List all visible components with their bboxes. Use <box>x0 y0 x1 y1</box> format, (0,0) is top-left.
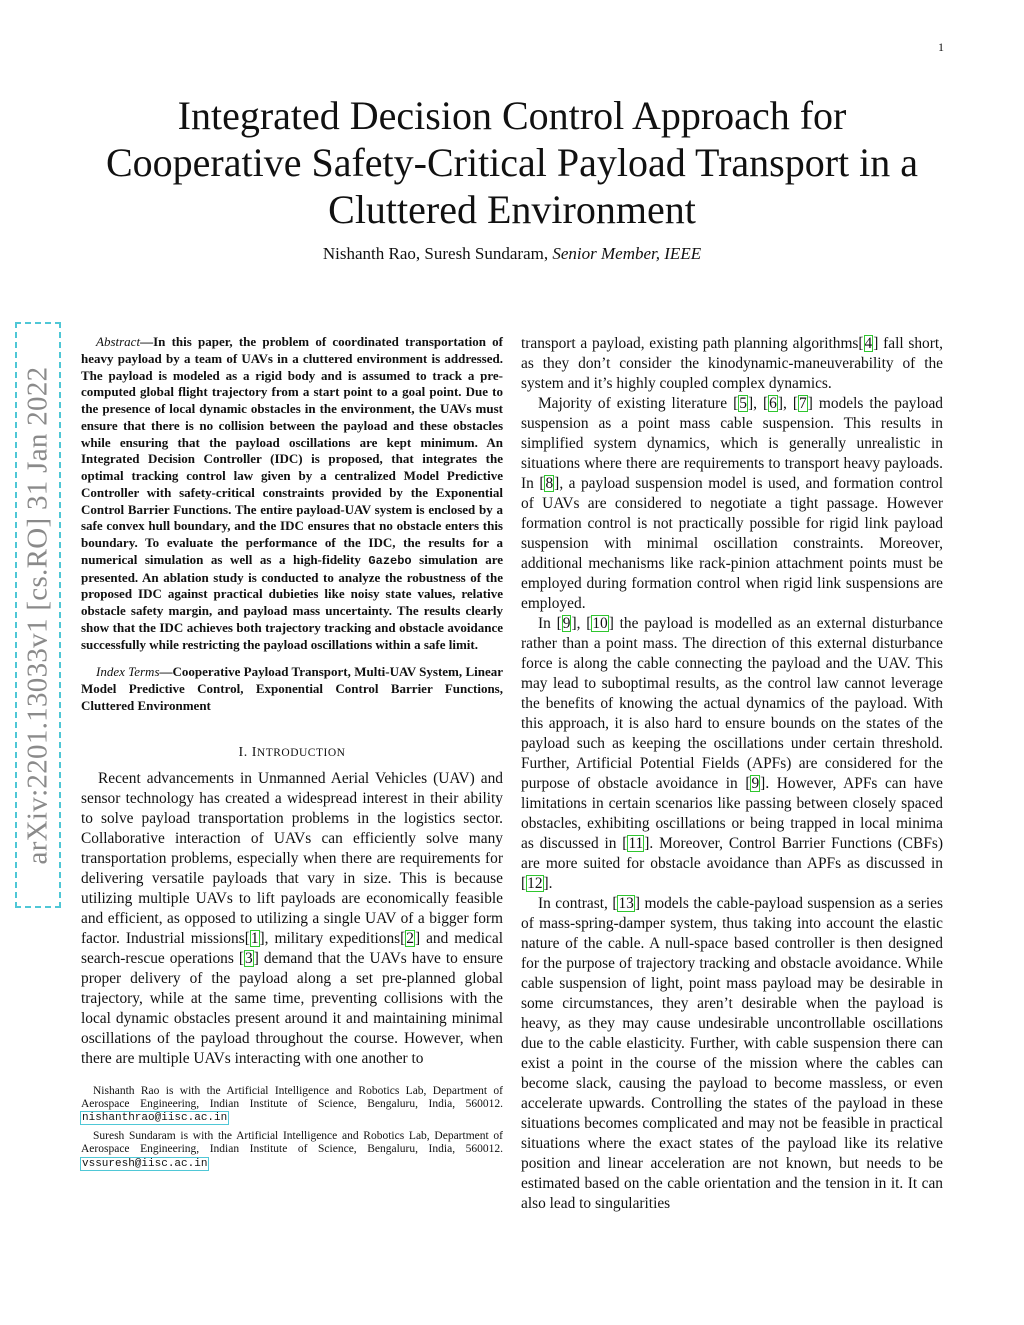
right-paragraph-2: Majority of existing literature [5], [6], [7] models the payload suspension as a point mass cable suspension. This results in simplified system dynamics, which is generally unrealistic in situations where there are requirements to transport heavy payloads. In [8], a payload suspension model is used, and formation control of UAVs are considered to negotiate a tight passage. However formation control is not practically possible for rigid link payload suspension with minimal oscillation constraints. Moreover, additional mechanisms like rack-pinion attachment points must be employed during formation control when rigid link suspensions are employed. <box>521 395 943 612</box>
citation-link-12[interactable]: 12 <box>527 875 543 892</box>
section-first-letter: I <box>251 744 257 760</box>
left-column <box>81 334 503 1175</box>
citation-link-10[interactable]: 10 <box>592 615 608 632</box>
email-link-nishanth[interactable]: nishanthrao@iisc.ac.in <box>82 1112 228 1125</box>
abstract-label: Abstract <box>96 334 141 349</box>
citation-link-11[interactable]: 11 <box>628 835 644 852</box>
right-text-3c: . However, APFs can have limitations in certain scenarios like passing between closely spaced obstacles, exhibiting oscillations or being trapped in local minima as discussed in <box>521 775 943 852</box>
citation-link-1[interactable]: 1 <box>250 929 259 947</box>
citation-link-2[interactable]: 2 <box>406 929 414 947</box>
index-terms <box>81 664 503 714</box>
right-paragraph-3: In [9], [10] the payload is modelled as an external disturbance rather than a point mass. The direction of this external disturbance force is along the cable connecting the payload and the UAV. This may lead to suboptimal results, as the control law cannot leverage the benefits of knowing the actual dynamics of the payload. With this approach, it is also hard to ensure bounds on the states of the payload such as keeping the oscillations under certain threshold. Further, Artificial Potential Fields (APFs) are considered for the purpose of obstacle avoidance in [9]. However, APFs can have limitations in certain scenarios like passing between closely spaced obstacles, exhibiting oscillations or being trapped in local minima as discussed in [11]. Moreover, Control Barrier Functions (CBFs) are more suited for obstacle avoidance than APFs as discussed in [12]. <box>521 615 944 892</box>
author-names: Nishanth Rao, Suresh Sundaram, <box>322 244 549 263</box>
right-text-2a: Majority of existing literature <box>538 395 734 412</box>
arxiv-id-text: arXiv:2201.13033v1 [cs.RO] 31 Jan 2022 <box>21 366 54 864</box>
intro-text-4: demand that the UAVs have to ensure proper delivery of the payload along a set pre-planned global trajectory, while at the same time, preventing collisions with the local dynamic obstacles present around it and maintaining minimal oscillations of the payload throughout the course. However, when there are multiple UAVs interacting with one another to <box>81 949 503 1067</box>
abstract-code-word: Gazebo <box>368 553 412 568</box>
right-text-3d: . Moreover, Control Barrier Functions (CBFs) are more suited for obstacle avoidance than APFs as discussed in <box>521 835 943 872</box>
footnote-author-1 <box>81 1085 503 1126</box>
section-title-rest: NTRODUCTION <box>256 746 346 759</box>
citation-link-6[interactable]: 6 <box>769 395 777 412</box>
page-number: 1 <box>938 40 944 54</box>
right-text-3a: In <box>538 615 557 632</box>
index-terms-label: Index Terms <box>96 664 160 680</box>
citation-link-7[interactable]: 7 <box>799 395 807 412</box>
citation-link-8[interactable]: 8 <box>545 475 554 492</box>
intro-text-2: , military expeditions <box>264 929 401 947</box>
citation-link-9[interactable]: 9 <box>562 615 571 632</box>
title-line-3: Cluttered Environment <box>328 187 696 232</box>
citation-link-4[interactable]: 4 <box>864 335 873 352</box>
title-line-2: Cooperative Safety-Critical Payload Transport in a <box>105 140 919 185</box>
footnote-1-text: Nishanth Rao is with the Artificial Intelligence and Robotics Lab, Department of Aerospace Engineering, Indian Institute of Science, Bengaluru, India, 560012. <box>81 1084 503 1110</box>
intro-text-3: and medical search-rescue operations <box>81 929 503 967</box>
footnote-author-2 <box>81 1130 503 1171</box>
citation-link-3[interactable]: 3 <box>245 949 253 967</box>
right-text-1a: transport a payload, existing path planning algorithms <box>521 335 859 352</box>
footnotes <box>81 1085 503 1171</box>
right-column <box>521 334 943 1214</box>
section-heading-introduction <box>81 745 503 761</box>
abstract-text-part-2: simulation are presented. An ablation study is conducted to analyze the robustness of the proposed IDC against practical dubieties like noisy state values, relative obstacle safety margin, and payload mass uncertainty. The results clearly show that the IDC achieves both trajectory tracking and obstacle avoidance successfully while restricting the payload oscillations within a safe limit. <box>81 551 504 652</box>
right-text-3e: . <box>548 875 553 892</box>
right-text-2b: models the payload suspension as a point mass cable suspension. This results in simplified system dynamics, which is generally unrealistic in situations where there are requirements to transport heavy payloads. In <box>521 395 943 492</box>
index-terms-text: —Cooperative Payload Transport, Multi-UAV System, Linear Model Predictive Control, Exponential Control Barrier Functions, Cluttered Environment <box>81 664 503 713</box>
intro-text-1: Recent advancements in Unmanned Aerial Vehicles (UAV) and sensor technology has created a widespread interest in their ability to solve payload transportation problems in the logistics sector. Collaborative interaction of UAVs can efficiently solve many transportation problems, especially when there are requirements for delivering versatile payloads that vary in size. This is because utilizing multiple UAVs to lift payloads are economically feasible and efficient, as opposed to utilizing a single UAV of a bigger form factor. Industrial missions <box>81 769 503 947</box>
abstract-text-part-1: —In this paper, the problem of coordinated transportation of heavy payload by a team of UAVs in a cluttered environment is addressed. The payload is modeled as a rigid body and is assumed to track a pre-computed global flight trajectory from a start point to a goal point. Due to the presence of local dynamic obstacles in the environment, the UAVs must ensure that there is no collision between the payload and these obstacles while ensuring that the payload oscillations are kept minimum. An Integrated Decision Controller (IDC) is proposed, that integrates the optimal tracking control law given by a centralized Model Predictive Controller with safety-critical constraints provided by the Exponential Control Barrier Functions. The entire payload-UAV system is enclosed by a safe convex hull boundary, and the IDC ensures that no obstacle enters this boundary. To evaluate the performance of the IDC, the results for a numerical simulation as well as a high-fidelity <box>81 334 503 567</box>
abstract <box>81 334 503 653</box>
intro-paragraph-1: Recent advancements in Unmanned Aerial Vehicles (UAV) and sensor technology has created a widespread interest in their ability to solve payload transportation problems in the logistics sector. Collaborative interaction of UAVs can efficiently solve many transportation problems, especially when there are requirements for delivering versatile payloads that vary in size. This is because utilizing multiple UAVs to lift payloads are economically feasible and efficient, as opposed to utilizing a single UAV of a bigger form factor. Industrial missions[1], military expeditions[2] and medical search-rescue operations [3] demand that the UAVs have to ensure proper delivery of the payload along a set pre-planned global trajectory, while at the same time, preventing collisions with the local dynamic obstacles present around it and maintaining minimal oscillations of the payload throughout the course. However, when there are multiple UAVs interacting with one another to <box>81 769 503 1067</box>
right-text-4a: In contrast, <box>538 895 613 912</box>
citation-link-13[interactable]: 13 <box>618 895 634 912</box>
author-affiliation-note: Senior Member, IEEE <box>552 244 702 263</box>
citation-link-9b[interactable]: 9 <box>751 775 760 792</box>
right-text-2c: , a payload suspension model is used, and formation control of UAVs are considered to negotiate a tight passage. However formation control is not practically possible for rigid link payload suspension with minimal oscillation constraints. Moreover, additional mechanisms like rack-pinion attachment points must be employed during formation control when rigid link suspensions are employed. <box>521 475 943 612</box>
right-text-3b: the payload is modelled as an external disturbance rather than a point mass. The direction of this external disturbance force is along the cable connecting the payload and the UAV. This may lead to suboptimal results, as the control law cannot leverage the benefits of knowing the actual dynamics of the payload. With this approach, it is also hard to ensure bounds on the states of the payload such as keeping the oscillations under certain threshold. Further, Artificial Potential Fields (APFs) are considered for the purpose of obstacle avoidance in <box>521 615 944 792</box>
footnote-2-text: Suresh Sundaram is with the Artificial Intelligence and Robotics Lab, Department of Aerospace Engineering, Indian Institute of Science, Bengaluru, India, 560012. <box>81 1129 503 1156</box>
section-numeral: I. <box>238 744 252 760</box>
right-paragraph-1: transport a payload, existing path planning algorithms[4] fall short, as they don’t consider the kinodynamic-maneuverability of the system and it’s highly coupled complex dynamics. <box>521 335 943 392</box>
right-paragraph-4: In contrast, [13] models the cable-payload suspension as a series of mass-spring-damper system, thus taking into account the elastic nature of the cable. A null-space based controller is then designed for the purpose of trajectory tracking and obstacle avoidance. While cable suspension of light, point mass payload may be desirable in some circumstances, they aren’t desirable when the payload is heavy, as they may cause undesirable uncontrollable oscillations due to the cable elasticity. Further, with cable suspension there can exist a point in the course of the mission where the cables can become slack, causing the payload to become massless, or even accelerate upwards. Controlling the states of the payload in these situations becomes complicated and may not be feasible in practical situations where the exact states of the payload like its relative position and linear acceleration are not known, but needs to be estimated based on the cable orientation and the tension in it. It can also lead to singularities <box>521 895 943 1212</box>
title-line-1: Integrated Decision Control Approach for <box>177 93 847 138</box>
right-text-1b: fall short, as they don’t consider the kinodynamic-maneuverability of the system and it’s highly coupled complex dynamics. <box>521 335 943 392</box>
email-link-suresh[interactable]: vssuresh@iisc.ac.in <box>82 1157 208 1170</box>
paper-title <box>60 92 964 233</box>
right-text-4b: models the cable-payload suspension as a series of mass-spring-damper system, thus taking into account the elastic nature of the cable. A null-space based controller is then designed for the purpose of trajectory tracking and obstacle avoidance. While cable suspension of light, point mass payload may be desirable in some circumstances, they aren’t desirable when the payload is heavy, as they may cause undesirable uncontrollable oscillations due to the cable elasticity. Further, with cable suspension there can exist a point in the course of the mission where the cables can become slack, causing the payload to become massless, or even accelerate upwards. Controlling the states of the payload in these situations becomes complicated and may not be feasible in practical situations where the exact states of the payload like its relative position and linear acceleration are not known, but needs to be estimated based on the cable orientation and the tension in it. It can also lead to singularities <box>521 895 943 1212</box>
citation-link-5[interactable]: 5 <box>739 395 747 412</box>
author-line <box>60 244 964 264</box>
arxiv-identifier-stamp[interactable] <box>15 322 61 908</box>
